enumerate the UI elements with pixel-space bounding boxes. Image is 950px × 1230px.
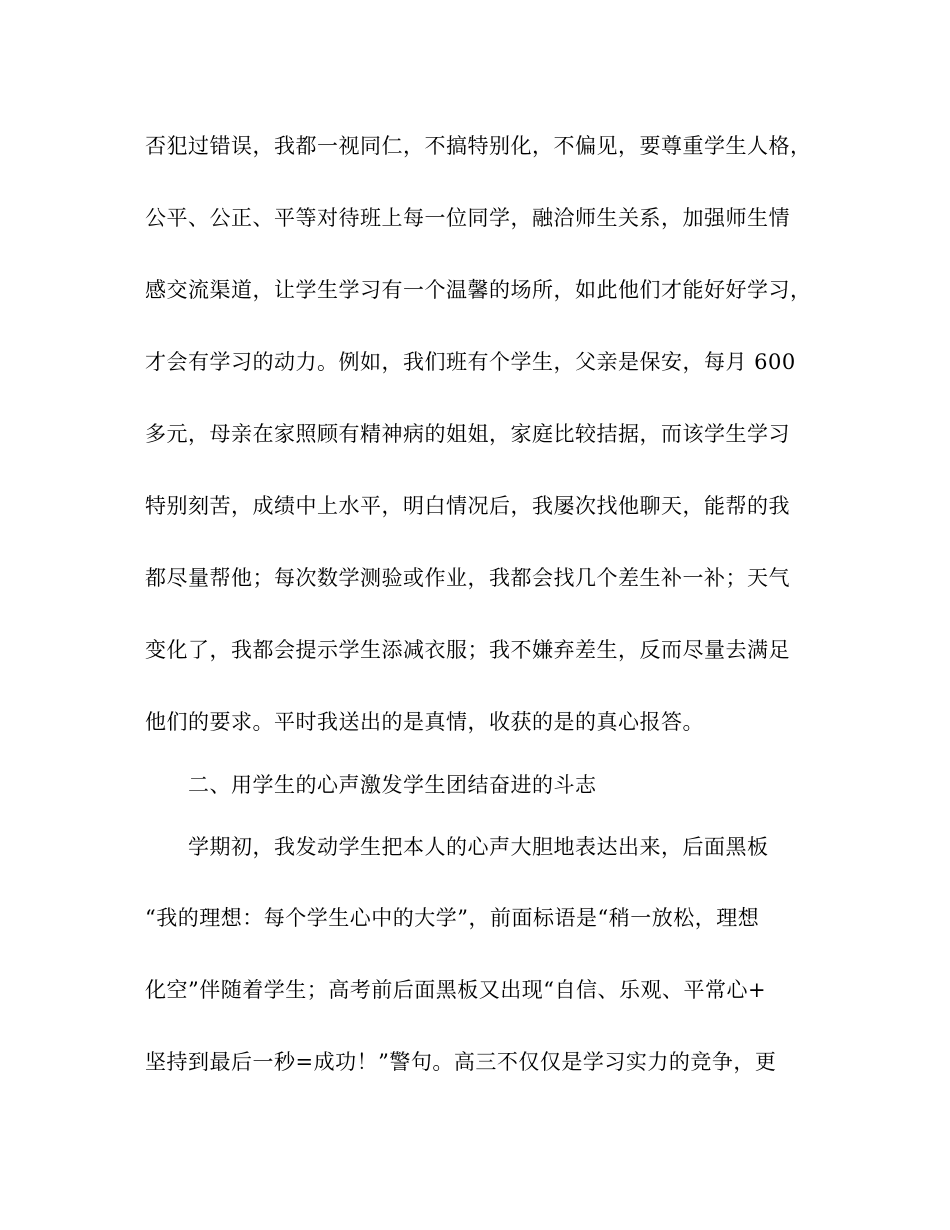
- text-line: “我的理想：每个学生心中的大学”，前面标语是“稍一放松，理想: [145, 906, 760, 930]
- text-line: 特别刻苦，成绩中上水平，明白情况后，我屡次找他聊天，能帮的我: [145, 494, 790, 518]
- text-line: 公平、公正、平等对待班上每一位同学，融洽师生关系，加强师生情: [145, 206, 790, 230]
- text-line: 化空”伴随着学生；高考前后面黑板又出现“自信、乐观、平常心+: [145, 978, 767, 1002]
- text-line: 才会有学习的动力。例如，我们班有个学生，父亲是保安，每月 600: [145, 350, 796, 374]
- text-line: 都尽量帮他；每次数学测验或作业，我都会找几个差生补一补；天气: [145, 566, 790, 590]
- section-heading: 二、用学生的心声激发学生团结奋进的斗志: [188, 773, 597, 797]
- paragraph-first-line: 学期初，我发动学生把本人的心声大胆地表达出来，后面黑板: [188, 835, 769, 859]
- text-line: 他们的要求。平时我送出的是真情，收获的是的真心报答。: [145, 710, 704, 734]
- text-line: 坚持到最后一秒=成功！”警句。高三不仅仅是学习实力的竞争，更: [145, 1050, 777, 1074]
- text-line: 多元，母亲在家照顾有精神病的姐姐，家庭比较拮据，而该学生学习: [145, 422, 790, 446]
- text-line: 变化了，我都会提示学生添减衣服；我不嫌弃差生，反而尽量去满足: [145, 638, 790, 662]
- text-line: 感交流渠道，让学生学习有一个温馨的场所，如此他们才能好好学习，: [145, 278, 812, 302]
- text-line: 否犯过错误，我都一视同仁，不搞特别化，不偏见，要尊重学生人格，: [145, 134, 812, 158]
